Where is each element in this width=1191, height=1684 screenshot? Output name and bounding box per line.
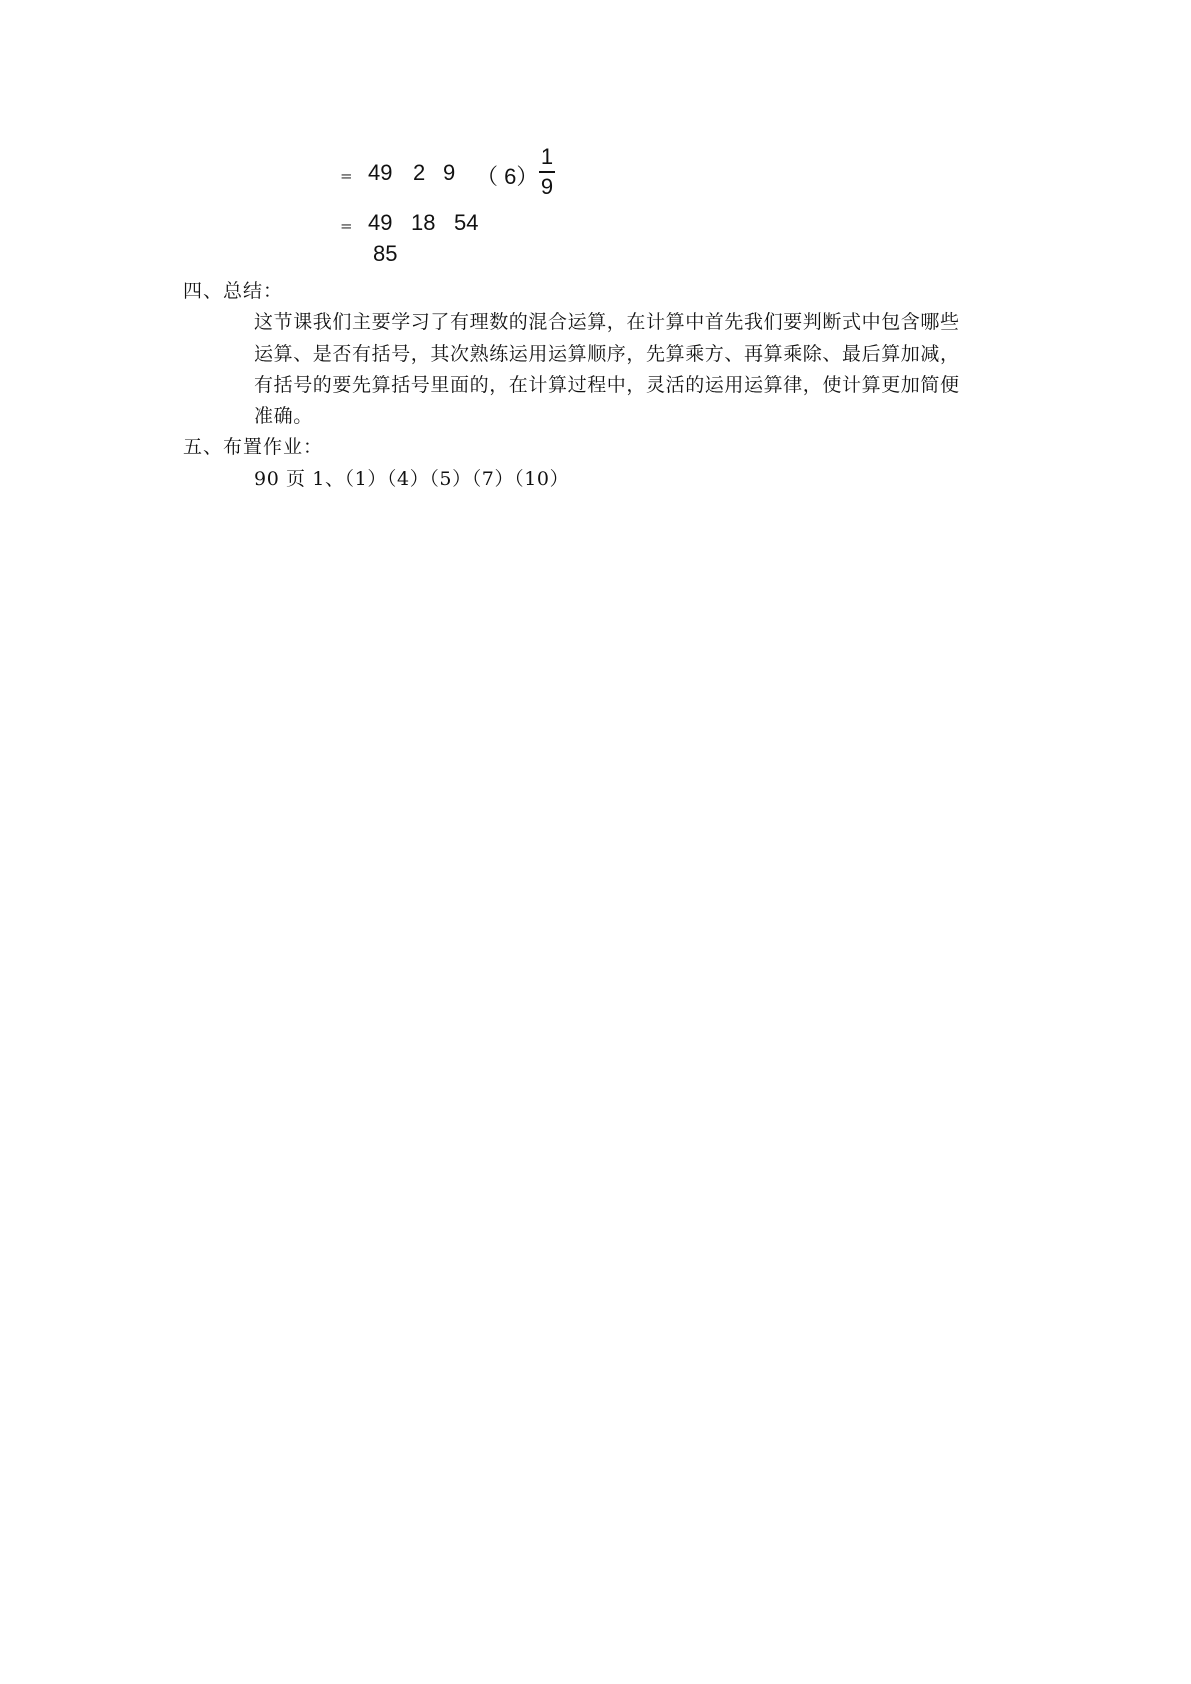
section-heading-summary: 四、总结： — [183, 280, 284, 302]
summary-line: 准确。 — [254, 405, 313, 427]
summary-line: 有括号的要先算括号里面的，在计算过程中，灵活的运用运算律，使计算更加简便 — [254, 374, 960, 396]
fraction-numerator: 1 — [540, 144, 554, 169]
summary-line: 运算、是否有括号，其次熟练运用运算顺序，先算乘方、再算乘除、最后算加减， — [254, 343, 960, 365]
math-term: 2 — [413, 160, 426, 185]
section-heading-homework: 五、布置作业： — [183, 436, 324, 458]
equals-sign: = — [340, 217, 353, 235]
homework-text: 90 页 1、（1）（4）（5）（7）（10） — [254, 468, 570, 490]
fraction-bar — [539, 171, 555, 173]
summary-line: 这节课我们主要学习了有理数的混合运算，在计算中首先我们要判断式中包含哪些 — [254, 311, 960, 333]
equals-sign: = — [340, 167, 353, 185]
math-result: 85 — [373, 241, 398, 266]
math-term: 18 — [411, 210, 436, 235]
math-term: 9 — [443, 160, 456, 185]
fraction — [539, 145, 555, 199]
math-term: 49 — [368, 160, 393, 185]
math-term: 49 — [368, 210, 393, 235]
fraction-denominator: 9 — [540, 173, 554, 199]
math-term: 54 — [454, 210, 479, 235]
math-term: （ 6） — [476, 164, 539, 189]
